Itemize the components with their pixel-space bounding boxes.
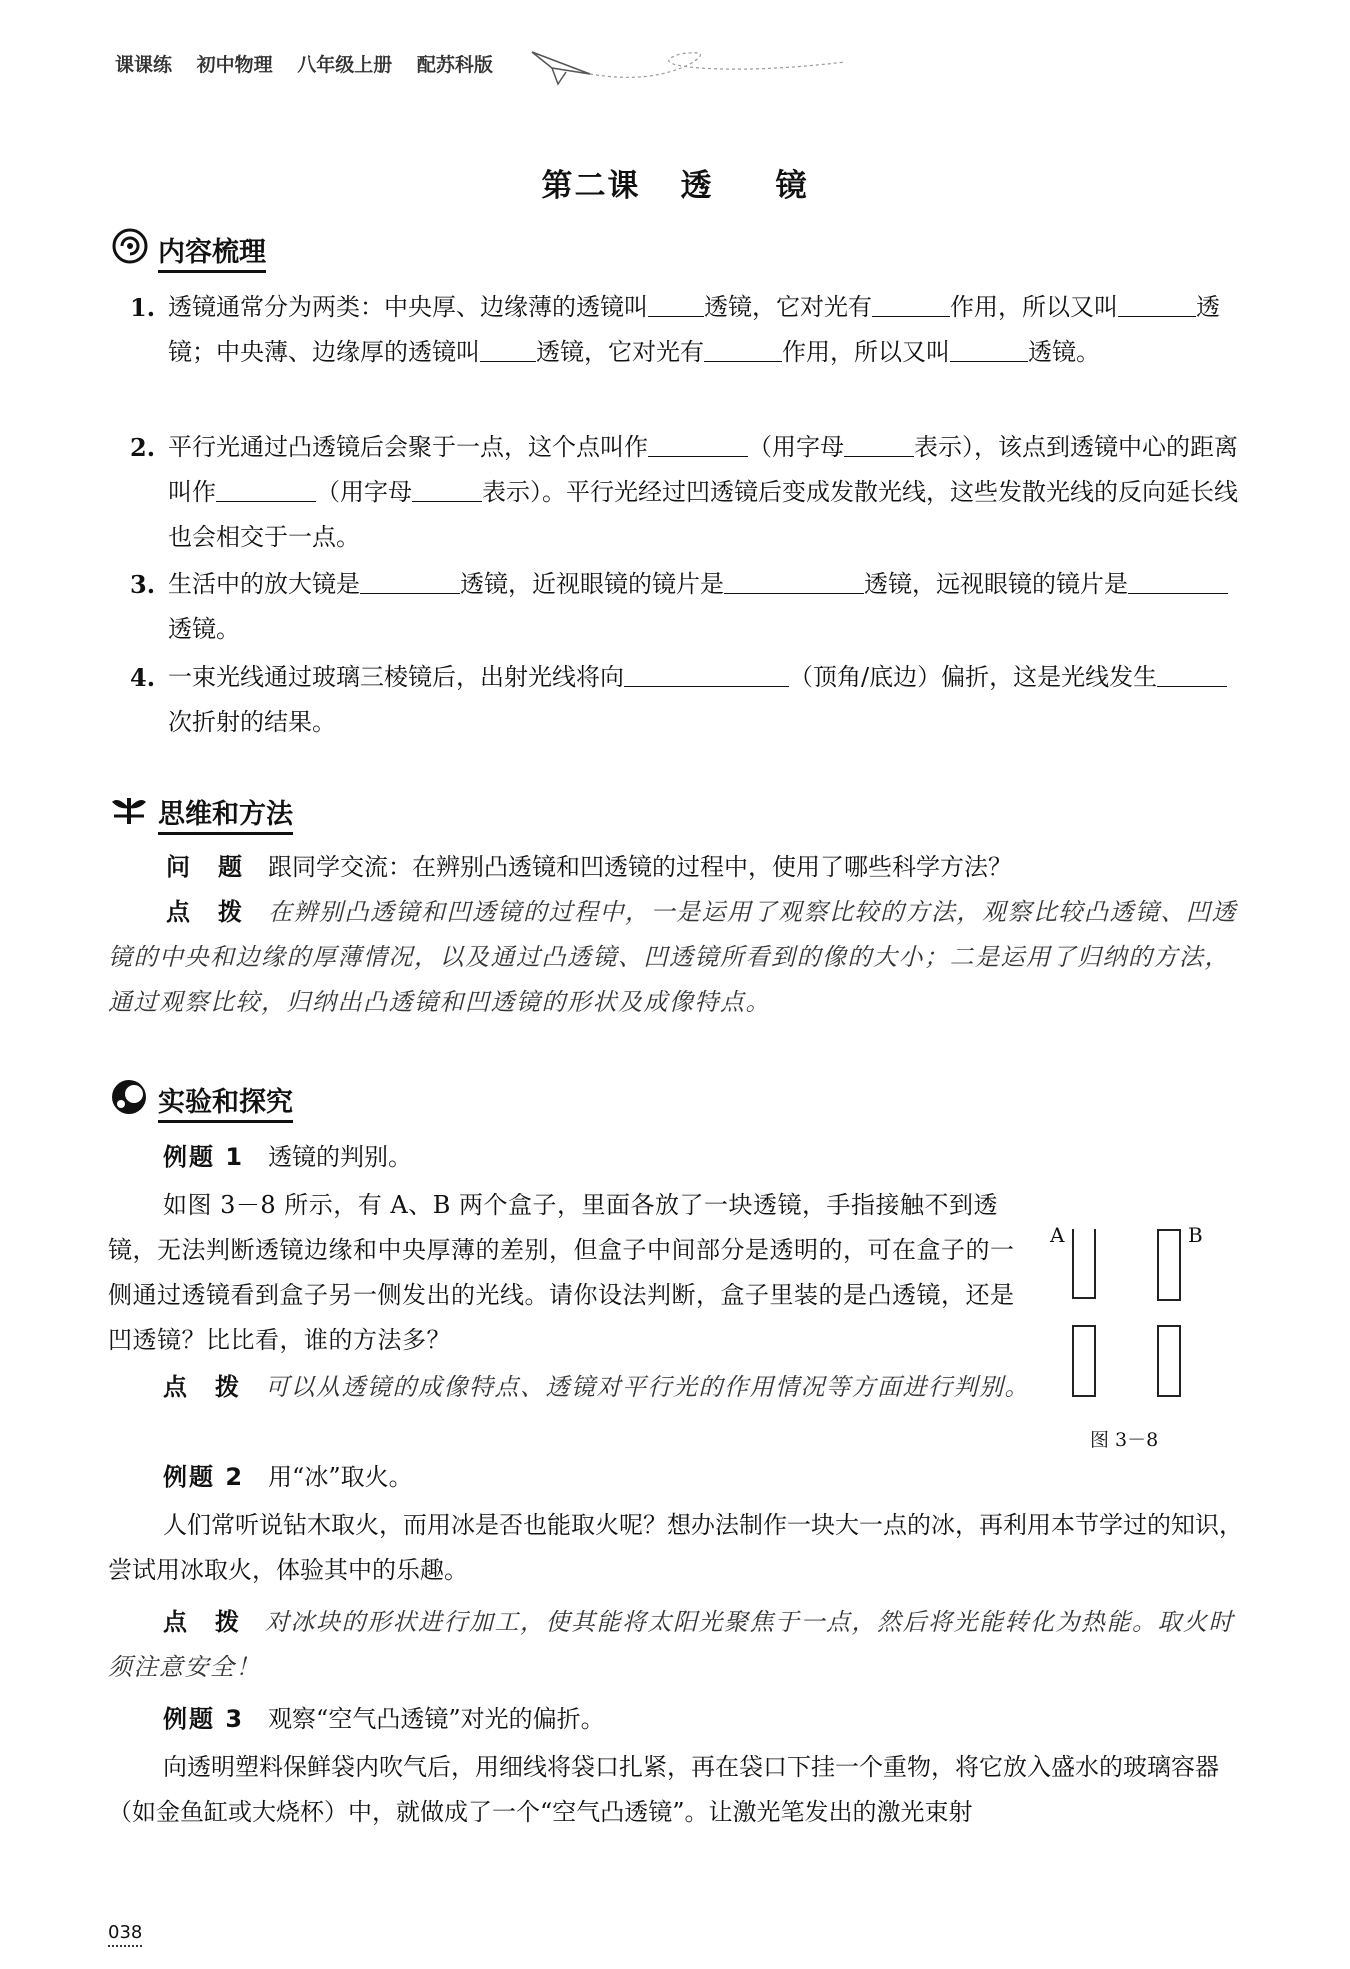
answer-blank[interactable] — [1118, 288, 1196, 317]
box-b-top — [1157, 1229, 1181, 1301]
box-a-top — [1072, 1229, 1096, 1299]
example-3-text: 向透明塑料保鲜袋内吹气后，用细线将袋口扎紧，再在袋口下挂一个重物，将它放入盛水的玻璃容器（如金鱼缸或大烧杯）中，就做成了一个“空气凸透镜”。让激光笔发出的激光束射 — [108, 1753, 1219, 1826]
figure-caption: 图 3－8 — [1090, 1429, 1159, 1451]
header-book: 课课练 — [115, 54, 173, 76]
header-grade: 八年级上册 — [297, 54, 393, 76]
example-3-heading: 例题 3 观察“空气凸透镜”对光的偏折。 — [163, 1705, 605, 1733]
box-a-bottom — [1072, 1325, 1096, 1397]
answer-blank[interactable] — [704, 333, 782, 362]
example-2-heading: 例题 2 用“冰”取火。 — [163, 1463, 413, 1491]
section-title-experiment: 实验和探究 — [158, 1080, 293, 1119]
answer-blank[interactable] — [844, 428, 914, 457]
page-title: 第二课 透 镜 — [541, 168, 809, 204]
answer-blank[interactable] — [1157, 658, 1227, 687]
answer-blank[interactable] — [724, 565, 864, 594]
section-title-thinking: 思维和方法 — [158, 792, 293, 831]
question-4: 4. 一束光线通过玻璃三棱镜后，出射光线将向 （顶角/底边）偏折，这是光线发生次折射的结果。 — [130, 655, 1240, 745]
answer-blank[interactable] — [950, 333, 1028, 362]
header-subject: 初中物理 — [196, 54, 273, 76]
section-title-content: 内容梳理 — [158, 230, 266, 269]
sprout-icon — [110, 792, 148, 826]
answer-blank[interactable] — [360, 565, 460, 594]
example-1-text: 如图 3－8 所示，有 A、B 两个盒子，里面各放了一块透镜，手指接触不到透镜，无法判断透镜边缘和中央厚薄的差别，但盒子中间部分是透明的，可在盒子的一侧通过透镜看到盒子另一侧发出的光线。请你设法判断，盒子里装的是凸透镜，还是凹透镜？比比看，谁的方法多？ — [108, 1191, 1015, 1354]
answer-blank[interactable] — [1128, 565, 1228, 594]
question-3: 3. 生活中的放大镜是 透镜，近视眼镜的镜片是 透镜，远视眼镜的镜片是透镜。 — [130, 562, 1240, 652]
answer-blank[interactable] — [412, 473, 482, 502]
header-edition: 配苏科版 — [416, 54, 493, 76]
answer-blank[interactable] — [216, 473, 316, 502]
answer-blank[interactable] — [480, 333, 536, 362]
box-b-bottom — [1157, 1325, 1181, 1397]
answer-blank[interactable] — [648, 428, 748, 457]
page-header — [115, 50, 511, 77]
example-1-hint: 点 拨 可以从透镜的成像特点、透镜对平行光的作用情况等方面进行判别。 — [163, 1373, 1030, 1401]
spiral-icon — [112, 228, 148, 264]
thinking-question: 问 题 跟同学交流：在辨别凸透镜和凹透镜的过程中，使用了哪些科学方法？ — [166, 853, 1012, 881]
example-1-heading: 例题 1 透镜的判别。 — [163, 1143, 413, 1171]
paper-plane-decoration — [530, 44, 850, 94]
figure-3-8: A B 图 3－8 — [1050, 1223, 1203, 1451]
answer-blank[interactable] — [872, 288, 950, 317]
answer-blank[interactable] — [648, 288, 704, 317]
answer-blank[interactable] — [624, 658, 789, 687]
thinking-hint: 点 拨 在辨别凸透镜和凹透镜的过程中，一是运用了观察比较的方法，观察比较凸透镜、凹透镜的中央和边缘的厚薄情况，以及通过凸透镜、凹透镜所看到的像的大小；二是运用了归纳的方法，通过观察比较，归纳出凸透镜和凹透镜的形状及成像特点。 — [108, 898, 1237, 1016]
bubbles-icon — [110, 1078, 148, 1116]
question-2: 2. 平行光通过凸透镜后会聚于一点，这个点叫作 （用字母 表示），该点到透镜中心的距离叫作 （用字母 表示）。平行光经过凹透镜后变成发散光线，这些发散光线的反向延长线也会相交于一点。 — [130, 425, 1240, 560]
question-1: 1. 透镜通常分为两类：中央厚、边缘薄的透镜叫 透镜，它对光有 作用，所以又叫 透镜；中央薄、边缘厚的透镜叫 透镜，它对光有 作用，所以又叫 透镜。 — [130, 285, 1240, 375]
page-number: 038 — [108, 1922, 142, 1943]
example-2-hint: 点 拨 对冰块的形状进行加工，使其能将太阳光聚焦于一点，然后将光能转化为热能。取火时须注意安全！ — [108, 1608, 1234, 1681]
example-2-text: 人们常听说钻木取火，而用冰是否也能取火呢？想办法制作一块大一点的冰，再利用本节学过的知识，尝试用冰取火，体验其中的乐趣。 — [108, 1511, 1243, 1584]
